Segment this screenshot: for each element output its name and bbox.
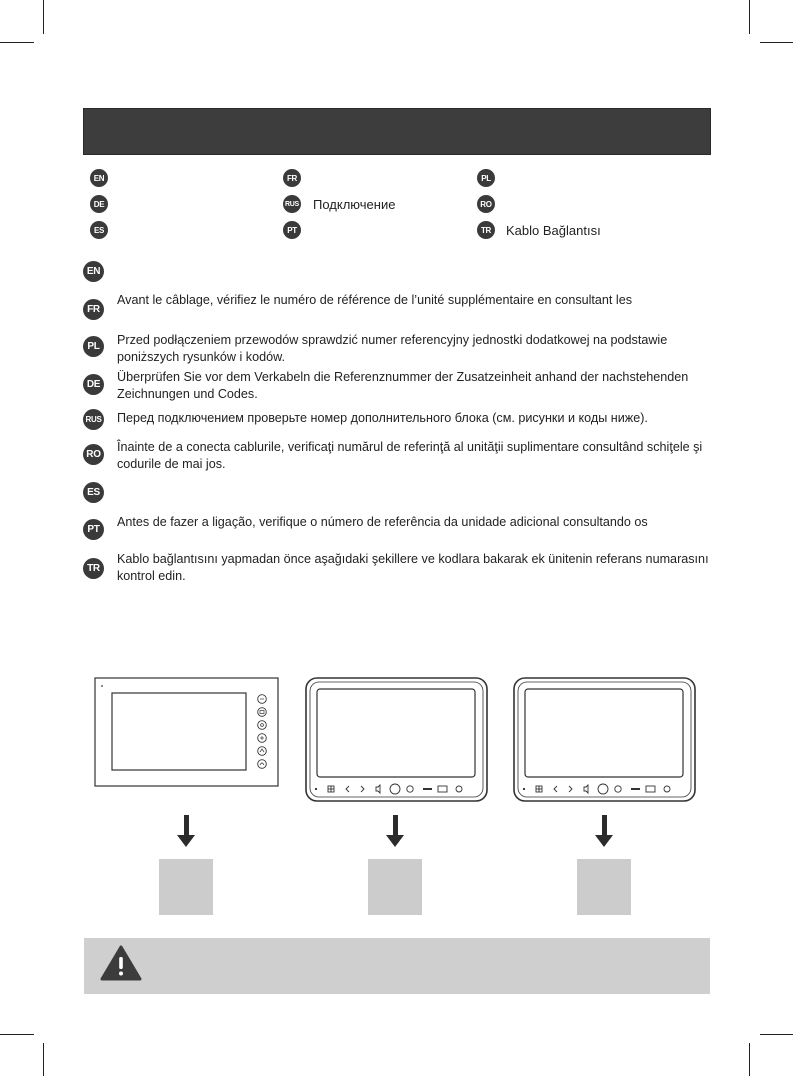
crop-mark <box>43 1043 44 1076</box>
language-badge: DE <box>90 195 108 213</box>
crop-mark <box>0 1034 34 1035</box>
monitor-model-1 <box>94 677 279 787</box>
language-badge: TR <box>83 558 104 579</box>
section-header-banner <box>84 109 710 154</box>
monitor-model-2 <box>305 677 488 802</box>
language-badge: DE <box>83 374 104 395</box>
crop-mark <box>0 42 34 43</box>
instruction-text: Antes de fazer a ligação, verifique o número de referência da unidade adicional consultando os <box>117 515 648 529</box>
reference-code-box <box>577 859 631 915</box>
instruction-text: Avant le câblage, vérifiez le numéro de référence de l’unité supplémentaire en consultant les <box>117 293 633 307</box>
language-badge: PT <box>283 221 301 239</box>
crop-mark <box>749 0 750 34</box>
language-badge: RUS <box>83 409 104 430</box>
warning-triangle-icon <box>99 944 143 982</box>
language-title: Kablo Bağlantısı <box>506 223 601 238</box>
language-badge: RO <box>477 195 495 213</box>
language-badge: RO <box>83 444 104 465</box>
language-badge: FR <box>283 169 301 187</box>
reference-code-box <box>159 859 213 915</box>
warning-band <box>84 938 710 994</box>
instruction-text: Перед подключением проверьте номер дополнительного блока (см. рисунки и коды ниже). <box>117 411 648 425</box>
monitor-model-3 <box>513 677 696 802</box>
crop-mark <box>749 1043 750 1076</box>
crop-mark <box>760 42 793 43</box>
language-badge: EN <box>83 261 104 282</box>
language-badge: ES <box>90 221 108 239</box>
language-title: Подключение <box>313 197 396 212</box>
language-badge: RUS <box>283 195 301 213</box>
instruction-text: Kablo bağlantısını yapmadan önce aşağıdaki şekillere ve kodlara bakarak ek ünitenin referans numarasını kontrol edin. <box>117 552 709 583</box>
instruction-text: Înainte de a conecta cablurile, verificaţi numărul de referinţă al unităţii suplimentare consultând schiţele şi codurile de mai jos. <box>117 440 703 471</box>
language-badge: TR <box>477 221 495 239</box>
instruction-text: Überprüfen Sie vor dem Verkabeln die Referenznummer der Zusatzeinheit anhand der nachstehenden Zeichnungen und Codes. <box>117 370 689 401</box>
language-badge: EN <box>90 169 108 187</box>
language-badge: PT <box>83 519 104 540</box>
crop-mark <box>760 1034 793 1035</box>
language-badge: ES <box>83 482 104 503</box>
language-badge: PL <box>83 336 104 357</box>
crop-mark <box>43 0 44 34</box>
language-badge: FR <box>83 299 104 320</box>
language-badge: PL <box>477 169 495 187</box>
instruction-text: Przed podłączeniem przewodów sprawdzić numer referencyjny jednostki dodatkowej na podstawie poniższych rysunków i kodów. <box>117 333 668 364</box>
reference-code-box <box>368 859 422 915</box>
